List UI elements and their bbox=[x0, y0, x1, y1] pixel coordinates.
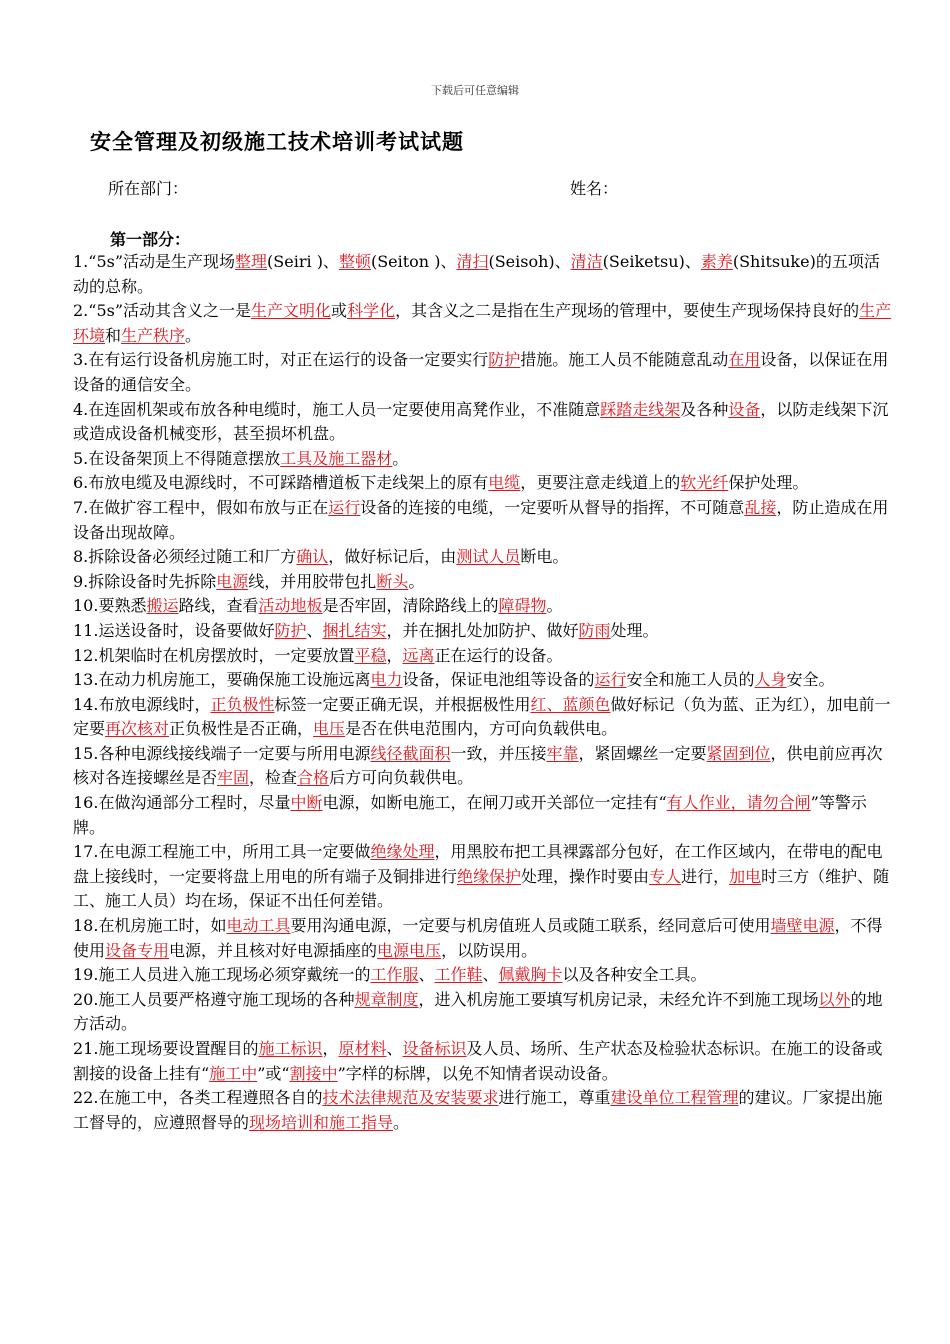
question-item bbox=[73, 299, 893, 348]
name-label: 姓名： bbox=[570, 179, 619, 198]
question-text: 正在运行的设备。 bbox=[434, 645, 563, 665]
question-item bbox=[73, 644, 893, 669]
answer-text: 清洁 bbox=[570, 252, 603, 271]
answer-text: 电力 bbox=[370, 670, 403, 690]
question-text: 正负极性是否正确， bbox=[169, 719, 314, 739]
question-text: 、 bbox=[306, 620, 323, 640]
question-text: 。 bbox=[546, 596, 563, 616]
question-text: ， bbox=[322, 1039, 339, 1058]
question-text: 时三方（维护、随工、施工人员）均在场，保证不出任何差错。 bbox=[73, 866, 890, 911]
question-text: 及人员、场所、生产状态及检验状态标识。在施工的设备或割接的设备上挂有“ bbox=[73, 1039, 883, 1083]
answer-text: 设备标识 bbox=[402, 1039, 467, 1058]
answer-text: 防雨 bbox=[578, 620, 611, 640]
question-item bbox=[73, 471, 893, 496]
answer-text: 正负极性 bbox=[210, 694, 275, 714]
answer-text: 牢固 bbox=[217, 768, 250, 788]
question-text: ，防止造成在用设备出现故障。 bbox=[73, 497, 889, 542]
question-text: 一致，并压接 bbox=[450, 743, 547, 763]
answer-text: 障碍物 bbox=[498, 596, 547, 616]
answer-text: 生产秩序 bbox=[121, 325, 186, 345]
question-text: ，紧固螺丝一定要 bbox=[578, 743, 707, 763]
question-text: 断电。 bbox=[520, 547, 569, 567]
question-list bbox=[73, 250, 893, 1135]
question-text: ，进入机房施工要填写机房记录，未经允许不到施工现场 bbox=[418, 989, 819, 1009]
answer-text: 素养 bbox=[700, 252, 733, 271]
question-text: 电源，如断电施工，在闸刀或开关部位一定挂有“ bbox=[322, 793, 667, 813]
question-text: (Seiton )、 bbox=[370, 252, 457, 271]
question-text: 15.各种电源线接线端子一定要与所用电源 bbox=[73, 743, 371, 763]
answer-text: 加电 bbox=[729, 866, 762, 886]
question-item bbox=[73, 1086, 893, 1135]
question-text: (Seiri )、 bbox=[267, 252, 339, 271]
answer-text: 紧固到位 bbox=[706, 743, 771, 763]
answer-text: 工具及施工器材 bbox=[280, 448, 393, 468]
question-text: ，检查 bbox=[249, 768, 298, 788]
question-text: (Seiketsu)、 bbox=[602, 252, 701, 271]
question-item bbox=[73, 791, 893, 840]
answer-text: 墙壁电源 bbox=[770, 916, 835, 936]
answer-text: 专人 bbox=[649, 866, 682, 886]
question-text: 。 bbox=[392, 448, 409, 468]
question-text: 做好标记（负为蓝、正为红），加电前一定要 bbox=[73, 694, 891, 739]
question-item bbox=[73, 619, 893, 644]
answer-text: 人身 bbox=[754, 670, 787, 690]
question-item bbox=[73, 840, 893, 914]
question-text: 19.施工人员进入施工现场必须穿戴统一的 bbox=[73, 965, 371, 985]
question-text: 10.要熟悉 bbox=[73, 596, 147, 616]
question-text: 以及各种安全工具。 bbox=[562, 965, 707, 985]
question-item bbox=[73, 398, 893, 447]
question-text: 11.运送设备时，设备要做好 bbox=[73, 620, 275, 640]
question-text: 。 bbox=[185, 325, 202, 345]
question-text: 9.拆除设备时先拆除 bbox=[73, 571, 217, 591]
question-text: 设备，以保证在用设备的通信安全。 bbox=[73, 350, 889, 394]
question-text: 1.“5s”活动是生产现场 bbox=[73, 252, 236, 271]
question-text: 后方可向负载供电。 bbox=[329, 768, 474, 788]
answer-text: 整理 bbox=[235, 252, 268, 271]
question-text: 进行施工，尊重 bbox=[498, 1088, 611, 1108]
question-text: ”或“ bbox=[257, 1063, 290, 1083]
question-text: 。 bbox=[393, 1112, 410, 1132]
question-text: ，做好标记后，由 bbox=[328, 547, 457, 567]
question-text: 20.施工人员要严格遵守施工现场的各种 bbox=[73, 989, 355, 1009]
question-text: 或 bbox=[331, 301, 348, 321]
question-text: 处理。 bbox=[610, 620, 659, 640]
question-text: ，以防误用。 bbox=[441, 940, 538, 960]
question-item bbox=[73, 496, 893, 545]
question-text: 是否在供电范围内，方可向负载供电。 bbox=[345, 719, 618, 739]
answer-text: 施工标识 bbox=[258, 1039, 323, 1058]
question-text: ，其含义之二是指在生产现场的管理中，要使生产现场保持良好的 bbox=[395, 301, 860, 321]
answer-text: 确认 bbox=[296, 547, 329, 567]
answer-text: 合格 bbox=[297, 768, 330, 788]
question-text: 14.布放电源线时， bbox=[73, 694, 211, 714]
question-text: ，以防走线架下沉或造成设备机械变形，甚至损坏机盘。 bbox=[73, 399, 889, 444]
question-text: 的地方活动。 bbox=[73, 989, 883, 1034]
question-text: 4.在连固机架或布放各种电缆时，施工人员一定要使用高凳作业，不准随意 bbox=[73, 399, 601, 419]
answer-text: 中断 bbox=[290, 793, 323, 813]
answer-text: 有人作业，请勿合闸 bbox=[666, 793, 811, 813]
answer-text: 绝缘处理 bbox=[370, 842, 435, 862]
question-text: 及各种 bbox=[680, 399, 729, 419]
answer-text: 施工中 bbox=[209, 1063, 258, 1083]
question-text: 2.“5s”活动其含义之一是 bbox=[73, 301, 252, 321]
question-item bbox=[73, 594, 893, 619]
question-text: 、 bbox=[386, 1039, 403, 1058]
question-item bbox=[73, 447, 893, 472]
answer-text: 以外 bbox=[818, 989, 851, 1009]
question-text: 17.在电源工程施工中，所用工具一定要做 bbox=[73, 842, 371, 862]
answer-text: 电源 bbox=[216, 571, 249, 591]
question-text: 22.在施工中，各类工程遵照各自的 bbox=[73, 1088, 323, 1108]
question-item bbox=[73, 570, 893, 595]
question-text: ，更要注意走线道上的 bbox=[520, 473, 681, 493]
answer-text: 科学化 bbox=[347, 301, 396, 321]
question-text: ”等警示牌。 bbox=[73, 793, 867, 837]
question-text: 21.施工现场要设置醒目的 bbox=[73, 1039, 259, 1058]
answer-text: 防护 bbox=[488, 350, 521, 370]
answer-text: 牢靠 bbox=[546, 743, 579, 763]
question-text: (Shitsuke)的五项活动的总称。 bbox=[73, 252, 880, 296]
question-text: 和 bbox=[105, 325, 122, 345]
question-text: 13.在动力机房施工，要确保施工设施远离 bbox=[73, 670, 371, 690]
answer-text: 清扫 bbox=[456, 252, 489, 271]
question-text: 路线，查看 bbox=[178, 596, 259, 616]
question-text: 安全。 bbox=[786, 670, 835, 690]
question-item bbox=[73, 348, 893, 397]
question-text: 18.在机房施工时，如 bbox=[73, 916, 227, 936]
question-text: 电源，并且核对好电源插座的 bbox=[169, 940, 378, 960]
answer-text: 设备 bbox=[728, 399, 761, 419]
question-text: 设备，保证电池组等设备的 bbox=[402, 670, 595, 690]
answer-text: 平稳 bbox=[354, 645, 387, 665]
answer-text: 捆扎结实 bbox=[322, 620, 387, 640]
question-text: 要用沟通电源，一定要与机房值班人员或随工联系，经同意后可使用 bbox=[290, 916, 771, 936]
department-label: 所在部门： bbox=[108, 179, 189, 198]
answer-text: 乱接 bbox=[744, 497, 777, 517]
question-text: ， bbox=[386, 645, 403, 665]
question-text: 7.在做扩容工程中，假如布放与正在 bbox=[73, 497, 329, 517]
header-note: 下载后可任意编辑 bbox=[431, 84, 519, 97]
answer-text: 生产环境 bbox=[73, 301, 892, 345]
question-item bbox=[73, 963, 893, 988]
answer-text: 搬运 bbox=[146, 596, 179, 616]
answer-text: 线径截面积 bbox=[370, 743, 451, 763]
question-text: 、 bbox=[482, 965, 499, 985]
answer-text: 现场培训和施工指导 bbox=[249, 1112, 394, 1132]
question-text: 措施。施工人员不能随意乱动 bbox=[520, 350, 729, 370]
question-text: 16.在做沟通部分工程时，尽量 bbox=[73, 793, 291, 813]
question-text: 、 bbox=[418, 965, 435, 985]
question-text: 处理，操作时要由 bbox=[521, 866, 650, 886]
answer-text: 设备专用 bbox=[105, 940, 170, 960]
answer-text: 规章制度 bbox=[354, 989, 419, 1009]
page-title: 安全管理及初级施工技术培训考试试题 bbox=[90, 129, 464, 154]
question-text: 6.布放电缆及电源线时，不可踩踏槽道板下走线架上的原有 bbox=[73, 473, 489, 493]
question-item bbox=[73, 742, 893, 791]
question-text: 是否牢固，清除路线上的 bbox=[322, 596, 499, 616]
answer-text: 活动地板 bbox=[258, 596, 323, 616]
section-heading: 第一部分： bbox=[110, 230, 191, 249]
question-text: 安全和施工人员的 bbox=[626, 670, 755, 690]
question-text: 3.在有运行设备机房施工时，对正在运行的设备一定要实行 bbox=[73, 350, 489, 370]
question-item bbox=[73, 914, 893, 963]
answer-text: 断头 bbox=[376, 571, 409, 591]
question-text: 12.机架临时在机房摆放时，一定要放置 bbox=[73, 645, 355, 665]
question-text: 8.拆除设备必须经过随工和厂方 bbox=[73, 547, 297, 567]
question-item bbox=[73, 1037, 893, 1086]
question-text: ”字样的标牌，以免不知情者误动设备。 bbox=[337, 1063, 618, 1083]
question-text: ，供电前应再次核对各连接螺丝是否 bbox=[73, 743, 883, 788]
question-text: 标签一定要正确无误，并根据极性用 bbox=[274, 694, 531, 714]
question-text: ，并在捆扎处加防护、做好 bbox=[386, 620, 579, 640]
answer-text: 绝缘保护 bbox=[457, 866, 522, 886]
answer-text: 运行 bbox=[328, 497, 361, 517]
answer-text: 防护 bbox=[274, 620, 307, 640]
question-text: (Seisoh)、 bbox=[488, 252, 571, 271]
answer-text: 红、蓝颜色 bbox=[530, 694, 611, 714]
answer-text: 运行 bbox=[594, 670, 627, 690]
question-text: 进行， bbox=[681, 866, 730, 886]
answer-text: 软光纤 bbox=[680, 473, 729, 493]
answer-text: 踩踏走线架 bbox=[600, 399, 681, 419]
question-text: 5.在设备架顶上不得随意摆放 bbox=[73, 448, 281, 468]
question-item bbox=[73, 250, 893, 299]
answer-text: 再次核对 bbox=[105, 719, 170, 739]
answer-text: 割接中 bbox=[289, 1063, 338, 1083]
question-item bbox=[73, 668, 893, 693]
answer-text: 电动工具 bbox=[226, 916, 291, 936]
answer-text: 整顿 bbox=[338, 252, 371, 271]
question-text: 保护处理。 bbox=[728, 473, 809, 493]
answer-text: 生产文明化 bbox=[251, 301, 332, 321]
question-text: 线，并用胶带包扎 bbox=[248, 571, 377, 591]
question-item bbox=[73, 693, 893, 742]
question-text: ，用黑胶布把工具裸露部分包好，在工作区域内，在带电的配电盘上接线时，一定要将盘上用电的所有端子及铜排进行 bbox=[73, 842, 883, 886]
question-item bbox=[73, 545, 893, 570]
answer-text: 佩戴胸卡 bbox=[498, 965, 563, 985]
answer-text: 远离 bbox=[402, 645, 435, 665]
answer-text: 建设单位工程管理 bbox=[610, 1088, 739, 1108]
answer-text: 工作鞋 bbox=[434, 965, 483, 985]
answer-text: 电压 bbox=[313, 719, 346, 739]
answer-text: 在用 bbox=[728, 350, 761, 370]
answer-text: 测试人员 bbox=[456, 547, 521, 567]
question-text: 的建议。厂家提出施工督导的，应遵照督导的 bbox=[73, 1088, 883, 1132]
question-text: 设备的连接的电缆，一定要听从督导的指挥，不可随意 bbox=[360, 497, 745, 517]
answer-text: 原材料 bbox=[338, 1039, 387, 1058]
answer-text: 电缆 bbox=[488, 473, 521, 493]
answer-text: 工作服 bbox=[370, 965, 419, 985]
question-text: ，不得使用 bbox=[73, 916, 883, 960]
answer-text: 技术法律规范及安装要求 bbox=[322, 1088, 499, 1108]
question-item bbox=[73, 988, 893, 1037]
answer-text: 电源电压 bbox=[377, 940, 442, 960]
question-text: 。 bbox=[408, 571, 425, 591]
